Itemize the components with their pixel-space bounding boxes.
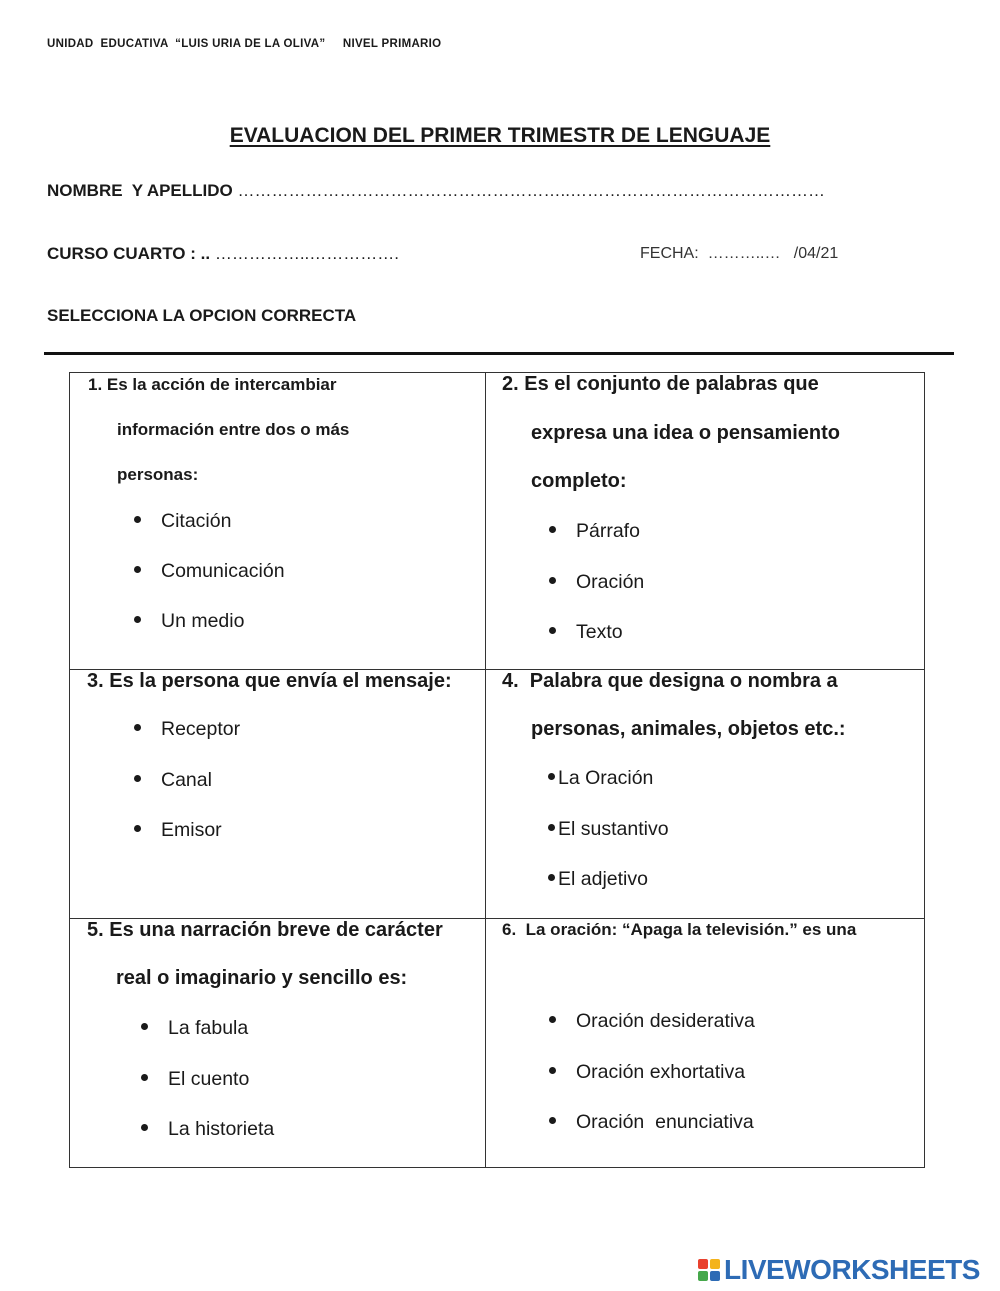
question-1-line-1: 1. Es la acción de intercambiar: [88, 375, 337, 394]
liveworksheets-logo: [698, 1254, 980, 1286]
bullet-icon: [134, 566, 141, 573]
option-2c[interactable]: Texto: [549, 621, 623, 644]
bullet-icon: [134, 825, 141, 832]
question-2-line-2: expresa una idea o pensamiento: [531, 422, 840, 444]
bullet-icon: [141, 1124, 148, 1131]
option-2a[interactable]: Párrafo: [549, 520, 640, 543]
bullet-icon: [134, 724, 141, 731]
brand-name: LIVEWORKSHEETS: [724, 1254, 980, 1285]
question-1-line-2: información entre dos o más: [117, 420, 350, 439]
bullet-icon: [549, 526, 556, 533]
option-5a[interactable]: La fabula: [141, 1017, 248, 1040]
logo-square-e: [710, 1271, 720, 1281]
bullet-icon: [548, 773, 555, 780]
bullet-icon: [548, 874, 555, 881]
option-3b[interactable]: Canal: [134, 769, 212, 792]
question-5-line-1: 5. Es una narración breve de carácter: [87, 919, 443, 941]
question-cell-3: [70, 670, 486, 919]
question-6-line-1: 6. La oración: “Apaga la televisión.” es una: [502, 920, 857, 939]
option-1a[interactable]: Citación: [134, 510, 231, 533]
logo-icon: [698, 1259, 720, 1281]
name-label: NOMBRE Y APELLIDO: [47, 181, 233, 200]
bullet-icon: [548, 824, 555, 831]
course-field-row: [47, 244, 399, 264]
logo-square-i: [710, 1259, 720, 1269]
question-cell-5: [70, 919, 486, 1167]
question-cell-4: [486, 670, 924, 919]
bullet-icon: [549, 577, 556, 584]
school-header: UNIDAD EDUCATIVA “LUIS URIA DE LA OLIVA” NIVEL PRIMARIO: [47, 38, 442, 50]
bullet-icon: [134, 516, 141, 523]
bullet-icon: [141, 1023, 148, 1030]
course-label: CURSO CUARTO : ..: [47, 244, 211, 263]
question-4-line-2: personas, animales, objetos etc.:: [531, 718, 846, 740]
logo-square-v: [698, 1271, 708, 1281]
question-1-line-3: personas:: [117, 465, 199, 484]
question-2-line-3: completo:: [531, 470, 627, 492]
question-cell-6: [486, 919, 924, 1167]
bullet-icon: [141, 1074, 148, 1081]
bullet-icon: [134, 616, 141, 623]
date-field[interactable]: FECHA: ………..… /04/21: [640, 245, 839, 262]
name-field-row: [47, 181, 825, 201]
option-3c[interactable]: Emisor: [134, 819, 222, 842]
option-1c[interactable]: Un medio: [134, 610, 244, 633]
divider: [44, 352, 954, 355]
question-2-line-1: 2. Es el conjunto de palabras que: [502, 373, 819, 395]
option-5c[interactable]: La historieta: [141, 1118, 274, 1141]
question-4-line-1: 4. Palabra que designa o nombra a: [502, 670, 838, 692]
question-3-line-1: 3. Es la persona que envía el mensaje:: [87, 670, 452, 692]
option-6b[interactable]: Oración exhortativa: [549, 1061, 745, 1084]
name-blank[interactable]: …………………………………………………..………………………………………: [237, 181, 825, 200]
bullet-icon: [549, 1067, 556, 1074]
option-2b[interactable]: Oración: [549, 571, 644, 594]
question-cell-2: [486, 373, 924, 670]
bullet-icon: [134, 775, 141, 782]
option-6c[interactable]: Oración enunciativa: [549, 1111, 754, 1134]
bullet-icon: [549, 1016, 556, 1023]
instruction: SELECCIONA LA OPCION CORRECTA: [47, 306, 357, 325]
bullet-icon: [549, 627, 556, 634]
option-4c[interactable]: El adjetivo: [548, 868, 648, 891]
course-blank[interactable]: ……………..…………….: [214, 244, 399, 263]
option-5b[interactable]: El cuento: [141, 1068, 249, 1091]
question-cell-1: [70, 373, 486, 670]
question-grid: [69, 372, 925, 1168]
page-title: EVALUACION DEL PRIMER TRIMESTR DE LENGUAJE: [229, 124, 771, 147]
option-1b[interactable]: Comunicación: [134, 560, 285, 583]
option-6a[interactable]: Oración desiderativa: [549, 1010, 755, 1033]
question-5-line-2: real o imaginario y sencillo es:: [116, 967, 408, 989]
logo-square-l: [698, 1259, 708, 1269]
option-4b[interactable]: El sustantivo: [548, 818, 669, 841]
bullet-icon: [549, 1117, 556, 1124]
option-3a[interactable]: Receptor: [134, 718, 240, 741]
option-4a[interactable]: La Oración: [548, 767, 653, 790]
